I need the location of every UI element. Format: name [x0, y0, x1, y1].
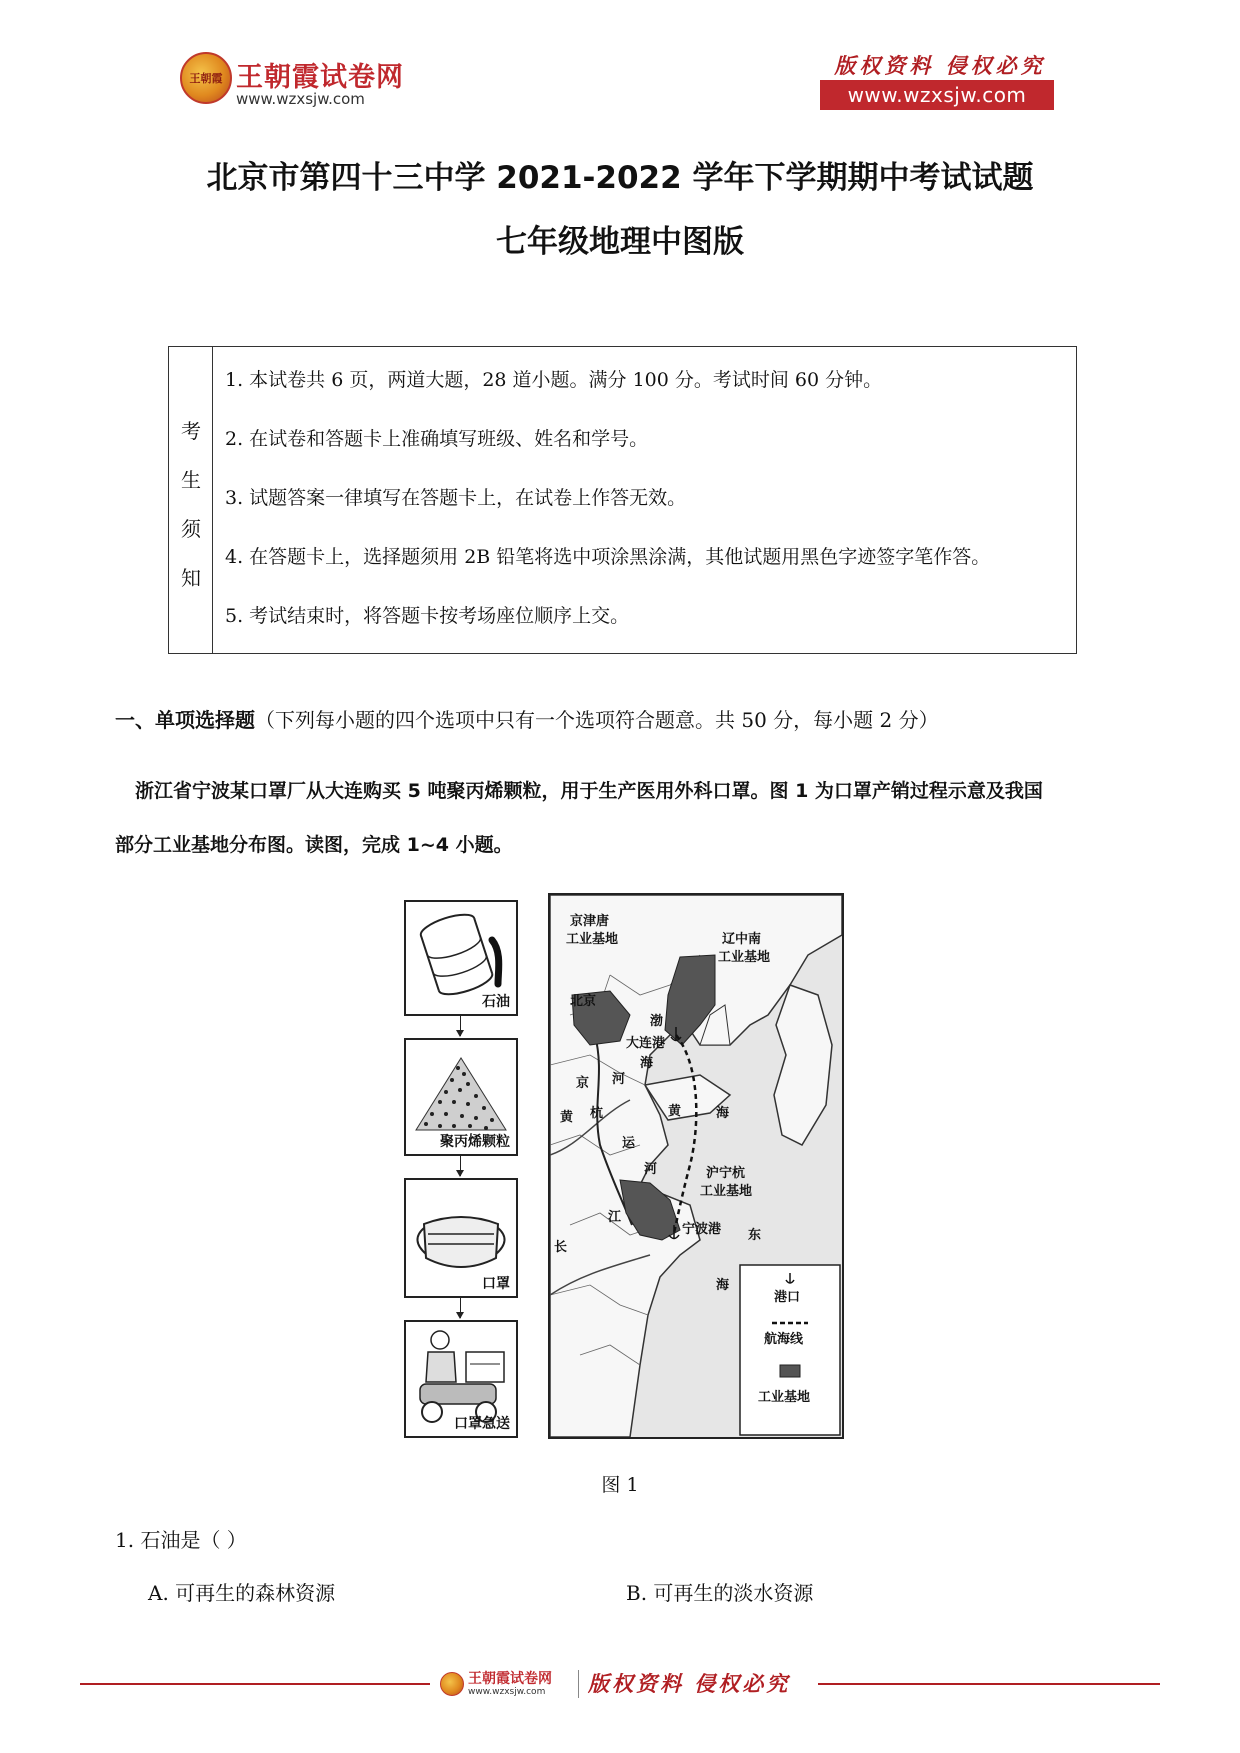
flow-box-delivery	[404, 1320, 518, 1438]
map-label-jjt: 京津唐	[570, 914, 610, 929]
map-label-jing: 京	[576, 1076, 590, 1091]
logo-name: 王朝霞试卷网	[236, 62, 404, 93]
question-1-stem: 1. 石油是（ ）	[115, 1528, 247, 1552]
section-heading-title: 一、单项选择题	[115, 708, 255, 732]
flow-label-oil: 石油	[482, 994, 510, 1010]
flow-arrow-icon	[460, 1016, 461, 1036]
notice-side-char: 须	[181, 517, 201, 541]
copyright-text: 版权资料 侵权必究	[834, 53, 1046, 78]
map-label-yun: 运	[622, 1136, 636, 1151]
notice-item: 1. 本试卷共 6 页，两道大题，28 道小题。满分 100 分。考试时间 60 分钟。	[225, 369, 883, 391]
flow-label-delivery: 口罩急送	[454, 1416, 510, 1432]
flow-arrow-icon	[460, 1156, 461, 1176]
legend-base-icon	[780, 1365, 800, 1377]
map-label-hai1: 海	[640, 1056, 654, 1071]
map-label-he2: 河	[612, 1072, 626, 1087]
logo-badge-icon: 王朝霞	[180, 52, 232, 104]
footer-rule-right	[818, 1683, 1160, 1685]
legend-route-label: 航海线	[764, 1332, 804, 1347]
map-label-hai3: 海	[716, 1278, 730, 1293]
logo-url: www.wzxsjw.com	[236, 90, 365, 108]
map-label-jiang: 江	[608, 1210, 622, 1225]
footer-separator	[578, 1670, 579, 1698]
notice-box	[168, 346, 1077, 654]
notice-item: 2. 在试卷和答题卡上准确填写班级、姓名和学号。	[225, 428, 649, 450]
map-label-hai2: 海	[716, 1106, 730, 1121]
map-label-lzn: 辽中南	[722, 932, 762, 947]
page-title: 北京市第四十三中学 2021-2022 学年下学期期中考试试题	[206, 160, 1034, 196]
map-label-hnh: 沪宁杭	[706, 1166, 746, 1181]
flow-label-pellets: 聚丙烯颗粒	[440, 1134, 510, 1150]
notice-side-column	[169, 347, 213, 653]
notice-item: 4. 在答题卡上，选择题须用 2B 铅笔将选中项涂黑涂满，其他试题用黑色字迹签字笔作答。	[225, 546, 991, 568]
flow-box-pellets	[404, 1038, 518, 1156]
question-1-option-a: A. 可再生的森林资源	[148, 1581, 336, 1605]
footer-copyright-text: 版权资料 侵权必究	[588, 1671, 791, 1696]
map-label-huang-sea: 黄	[668, 1104, 682, 1119]
map-label-huang-river: 黄	[560, 1110, 574, 1125]
flow-box-mask	[404, 1178, 518, 1298]
map-label-dalian: 大连港	[626, 1036, 666, 1051]
map-label-hang: 杭	[590, 1106, 604, 1121]
copyright-url: www.wzxsjw.com	[820, 80, 1054, 110]
industrial-base-map	[548, 893, 844, 1439]
notice-side-char: 生	[181, 468, 201, 492]
legend-port-label: 港口	[774, 1290, 801, 1305]
map-label-hnh-base: 工业基地	[700, 1184, 753, 1199]
map-label-ningbo: 宁波港	[682, 1222, 722, 1237]
notice-side-char: 知	[181, 566, 201, 590]
legend-base-label: 工业基地	[758, 1390, 811, 1405]
footer-logo-badge-icon	[440, 1672, 464, 1696]
map-label-chang: 长	[554, 1240, 568, 1255]
map-svg	[550, 895, 842, 1437]
figure-caption: 图 1	[601, 1474, 639, 1496]
notice-item: 3. 试题答案一律填写在答题卡上，在试卷上作答无效。	[225, 487, 687, 509]
section-heading-note: （下列每小题的四个选项中只有一个选项符合题意。共 50 分，每小题 2 分）	[255, 708, 939, 732]
flow-box-oil	[404, 900, 518, 1016]
map-label-lzn-base: 工业基地	[718, 950, 771, 965]
footer-rule-left	[80, 1683, 430, 1685]
flow-arrow-icon	[460, 1298, 461, 1318]
map-label-beijing: 北京	[570, 994, 597, 1009]
section-heading	[115, 704, 939, 733]
map-label-dong: 东	[748, 1228, 762, 1243]
notice-side-char: 考	[181, 419, 201, 443]
map-label-bo: 渤	[650, 1014, 664, 1029]
intro-line-1: 浙江省宁波某口罩厂从大连购买 5 吨聚丙烯颗粒，用于生产医用外科口罩。图 1 为口罩产销过程示意及我国	[135, 780, 1043, 802]
footer-logo-url: www.wzxsjw.com	[468, 1687, 546, 1697]
footer-logo-name: 王朝霞试卷网	[468, 1671, 552, 1687]
question-1-option-b: B. 可再生的淡水资源	[626, 1581, 814, 1605]
notice-item: 5. 考试结束时，将答题卡按考场座位顺序上交。	[225, 605, 630, 627]
map-label-he: 河	[644, 1162, 658, 1177]
flow-label-mask: 口罩	[482, 1276, 510, 1292]
page-subtitle: 七年级地理中图版	[496, 224, 744, 260]
intro-line-2: 部分工业基地分布图。读图，完成 1~4 小题。	[115, 834, 513, 856]
map-label-jjt-base: 工业基地	[566, 932, 619, 947]
